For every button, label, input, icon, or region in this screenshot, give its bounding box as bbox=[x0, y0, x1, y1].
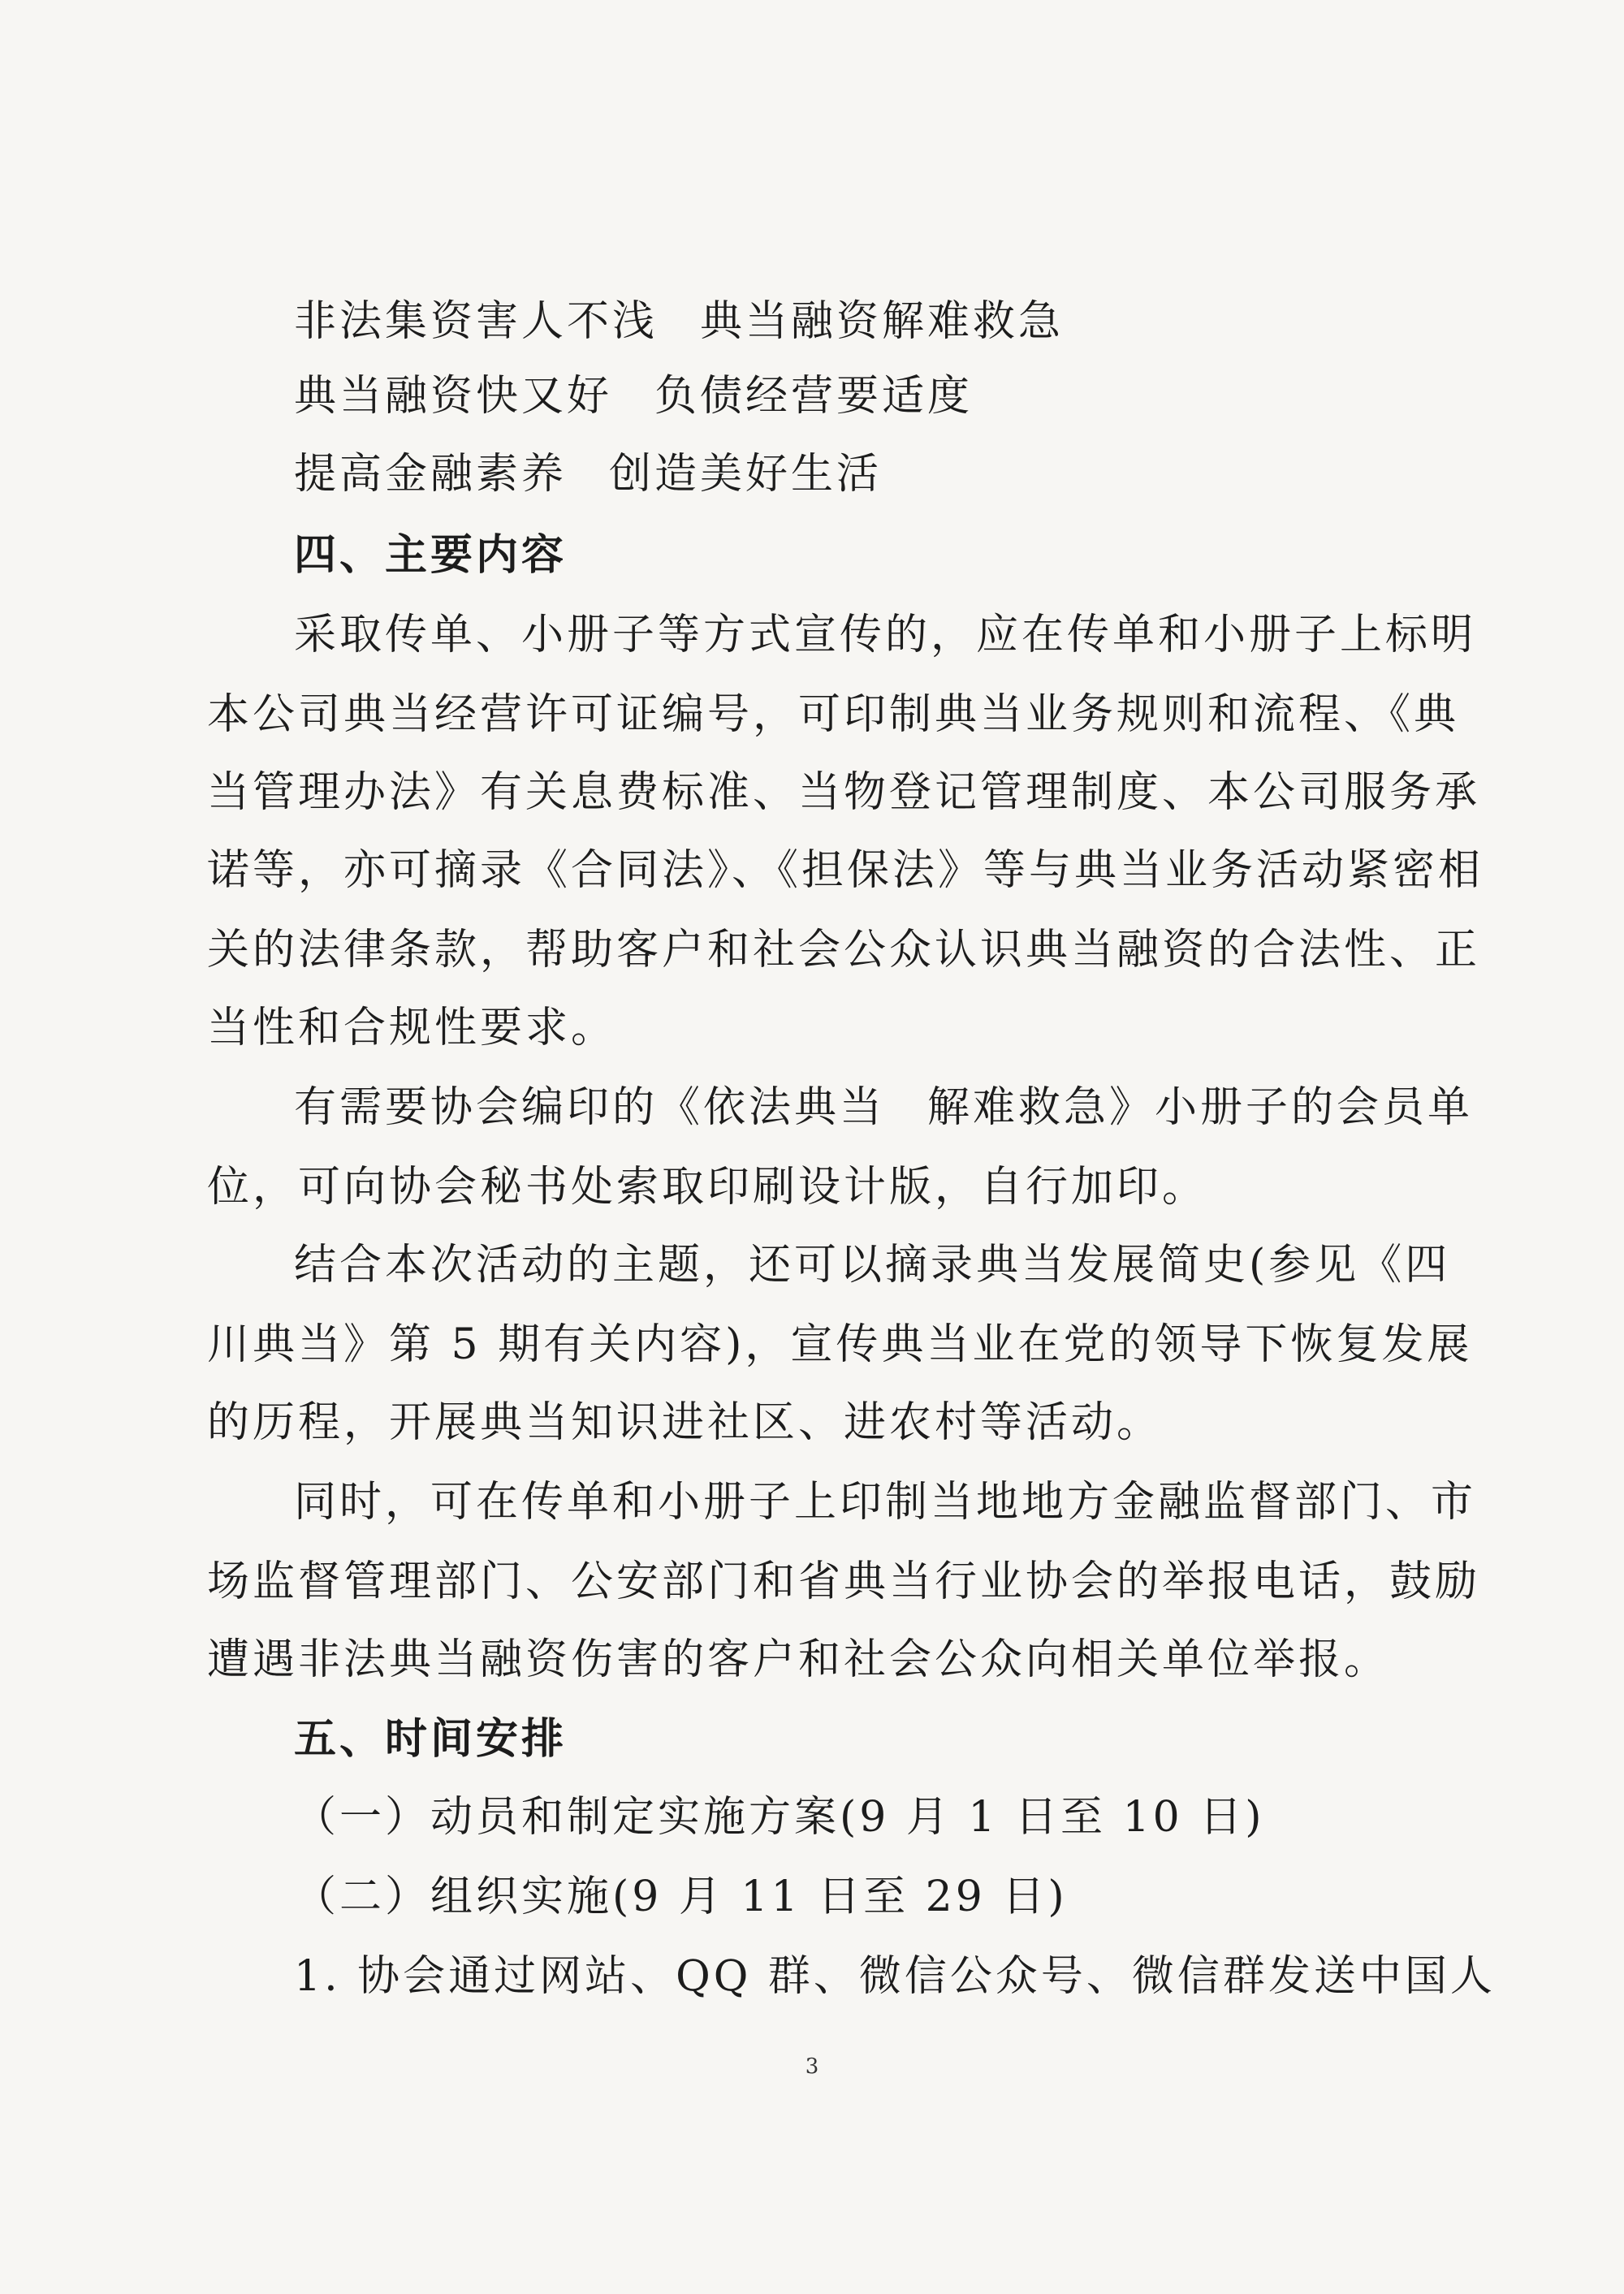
page-number: 3 bbox=[805, 2054, 819, 2079]
schedule-item: （一）动员和制定实施方案(9 月 1 日至 10 日) bbox=[294, 1793, 1265, 1842]
schedule-item: 1. 协会通过网站、QQ 群、微信公众号、微信群发送中国人 bbox=[294, 1952, 1496, 2001]
paragraph-fragment: 解难救急》小册子的会员单 bbox=[927, 1083, 1474, 1132]
paragraph-line: 本公司典当经营许可证编号，可印制典当业务规则和流程、《典 bbox=[207, 690, 1460, 739]
paragraph-line: 场监督管理部门、公安部门和省典当行业协会的举报电话，鼓励 bbox=[207, 1557, 1481, 1606]
slogan-line bbox=[294, 370, 973, 422]
slogan-left: 非法集资害人不浅 bbox=[294, 297, 659, 346]
paragraph-line: 结合本次活动的主题，还可以摘录典当发展简史(参见《四 bbox=[294, 1241, 1451, 1290]
paragraph-line: 采取传单、小册子等方式宣传的，应在传单和小册子上标明 bbox=[294, 611, 1477, 659]
section-heading: 四、主要内容 bbox=[294, 531, 568, 580]
paragraph-line: 位，可向协会秘书处索取印刷设计版，自行加印。 bbox=[207, 1163, 1208, 1212]
schedule-item: （二）组织实施(9 月 11 日至 29 日) bbox=[294, 1873, 1068, 1921]
slogan-right: 创造美好生活 bbox=[609, 450, 883, 499]
slogan-left: 典当融资快又好 bbox=[294, 372, 613, 421]
slogan-line bbox=[294, 448, 882, 500]
paragraph-line: 同时，可在传单和小册子上印制当地地方金融监督部门、市 bbox=[294, 1478, 1477, 1527]
paragraph-line: 川典当》第 5 期有关内容)，宣传典当业在党的领导下恢复发展 bbox=[207, 1320, 1473, 1369]
section-heading: 五、时间安排 bbox=[294, 1715, 568, 1764]
paragraph-line: 当管理办法》有关息费标准、当物登记管理制度、本公司服务承 bbox=[207, 768, 1481, 817]
paragraph-line: 诺等，亦可摘录《合同法》、《担保法》等与典当业务活动紧密相 bbox=[207, 846, 1484, 895]
slogan-line bbox=[294, 296, 1064, 348]
slogan-right: 负债经营要适度 bbox=[654, 372, 974, 421]
slogan-left: 提高金融素养 bbox=[294, 450, 568, 499]
paragraph-line: 的历程，开展典当知识进社区、进农村等活动。 bbox=[207, 1398, 1163, 1447]
paragraph-line: 遭遇非法典当融资伤害的客户和社会公众向相关单位举报。 bbox=[207, 1635, 1390, 1684]
paragraph-line: 关的法律条款，帮助客户和社会公众认识典当融资的合法性、正 bbox=[207, 926, 1481, 974]
paragraph-line bbox=[294, 1082, 1473, 1134]
slogan-right: 典当融资解难救急 bbox=[700, 297, 1065, 346]
paragraph-line: 当性和合规性要求。 bbox=[207, 1004, 617, 1052]
paragraph-fragment: 有需要协会编印的《依法典当 bbox=[294, 1083, 886, 1132]
